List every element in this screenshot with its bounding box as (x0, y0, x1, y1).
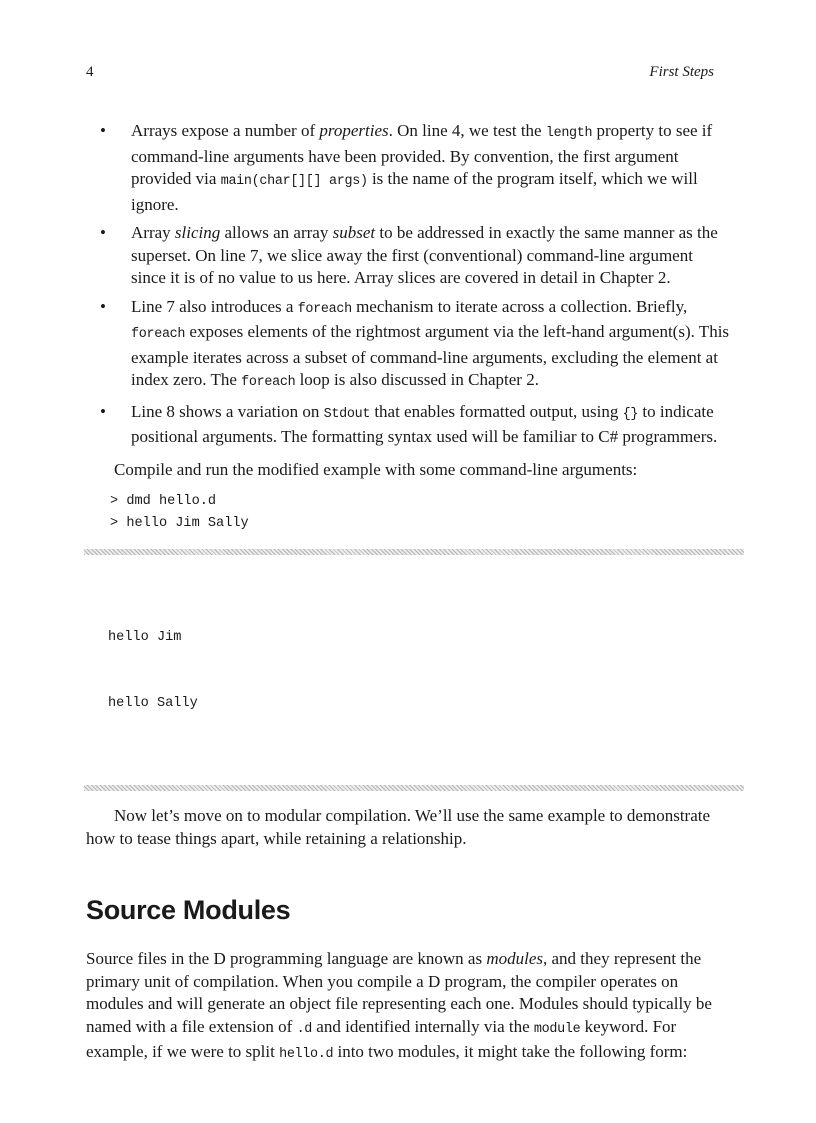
modular-intro-paragraph: Now let’s move on to modular compilation. We’ll use the same example to demonstrate how to tease things apart, while retaining a relationship. (86, 806, 711, 848)
text-run: Source files in the D programming language are known as (86, 949, 487, 968)
text-run: and identified internally via the (312, 1016, 534, 1036)
text-run: mechanism to iterate across a collection. Briefly, (351, 296, 688, 316)
bullet-item (86, 401, 730, 449)
output-line: hello Jim (108, 630, 182, 645)
output-border-bottom (84, 785, 744, 791)
text-run: exposes elements of the rightmost argument via the left-hand argument(s). This example iterates across a subset of command-line arguments, excluding the element at index zero. The (131, 322, 730, 389)
text-run: . On line 4, we test the (388, 121, 546, 140)
output-line: hello Sally (108, 696, 198, 711)
text-run: Array (131, 223, 175, 242)
page-number: 4 (86, 64, 94, 80)
page-header (86, 63, 714, 81)
bullet-text (131, 402, 717, 447)
inline-code: .d (296, 1021, 313, 1037)
bullet-text (131, 297, 729, 390)
bullet-list (86, 120, 730, 449)
inline-code: foreach (241, 375, 296, 390)
text-run: Line 7 also introduces a (131, 296, 298, 316)
text-run: to be addressed in exactly the same manner as the superset. On line 7, we slice away the first (conventional) command-line argument since it is of no value to us here. Array slices are covered in detail in Chapter 2. (131, 223, 718, 287)
text-run: that enables formatted output, using (370, 401, 623, 421)
text-run: into two modules, it might take the following form: (333, 1042, 688, 1061)
inline-code: foreach (297, 301, 352, 317)
inline-code: hello.d (279, 1047, 334, 1062)
text-run: , and they represent the primary unit of compilation. When you compile a D program, the compiler operates on modules and will generate an object file representing each one. Modules should typically be named with a file extension of (86, 949, 712, 1036)
bullet-text (131, 223, 718, 287)
command-line: > hello Jim Sally (110, 516, 249, 531)
emphasized-term: slicing (174, 223, 221, 242)
text-run: allows an array (220, 223, 333, 242)
bullet-item (86, 120, 730, 216)
section-paragraph (86, 948, 730, 1067)
inline-code: {} (622, 406, 639, 422)
text-run: keyword. For example, if we were to split (86, 1016, 677, 1061)
bullet-dot: • (100, 401, 106, 421)
text-run: Arrays expose a number of (131, 121, 320, 140)
emphasized-term: properties (319, 121, 389, 140)
bullet-dot: • (100, 121, 106, 140)
page-content (86, 120, 730, 1067)
program-output (84, 549, 744, 791)
bullet-dot: • (100, 296, 106, 316)
section-heading: Source Modules (86, 895, 291, 925)
text-run: to indicate positional arguments. The formatting syntax used will be familiar to C# programmers. (131, 401, 718, 446)
inline-code: main(char[][] args) (220, 174, 368, 189)
inline-code: length (545, 126, 593, 141)
text-run: property to see if command-line arguments have been provided. By convention, the first argument provided via (131, 121, 713, 188)
inline-code: module (533, 1021, 581, 1037)
emphasized-term: modules (486, 949, 544, 968)
command-line: > dmd hello.d (110, 494, 217, 509)
bullet-dot: • (100, 223, 106, 242)
text-run: loop is also discussed in Chapter 2. (295, 370, 539, 389)
inline-code: Stdout (323, 406, 371, 422)
emphasized-term: subset (332, 223, 376, 242)
text-run: Line 8 shows a variation on (131, 401, 324, 421)
output-border-top (84, 549, 744, 555)
inline-code: foreach (131, 327, 186, 342)
bullet-text (131, 121, 712, 214)
bullet-item (86, 296, 730, 395)
compile-intro: Compile and run the modified example with some command-line arguments: (114, 459, 638, 479)
text-run: is the name of the program itself, which we will ignore. (131, 169, 698, 214)
bullet-item (86, 222, 730, 290)
running-title: First Steps (649, 64, 714, 80)
command-listing (110, 491, 730, 535)
